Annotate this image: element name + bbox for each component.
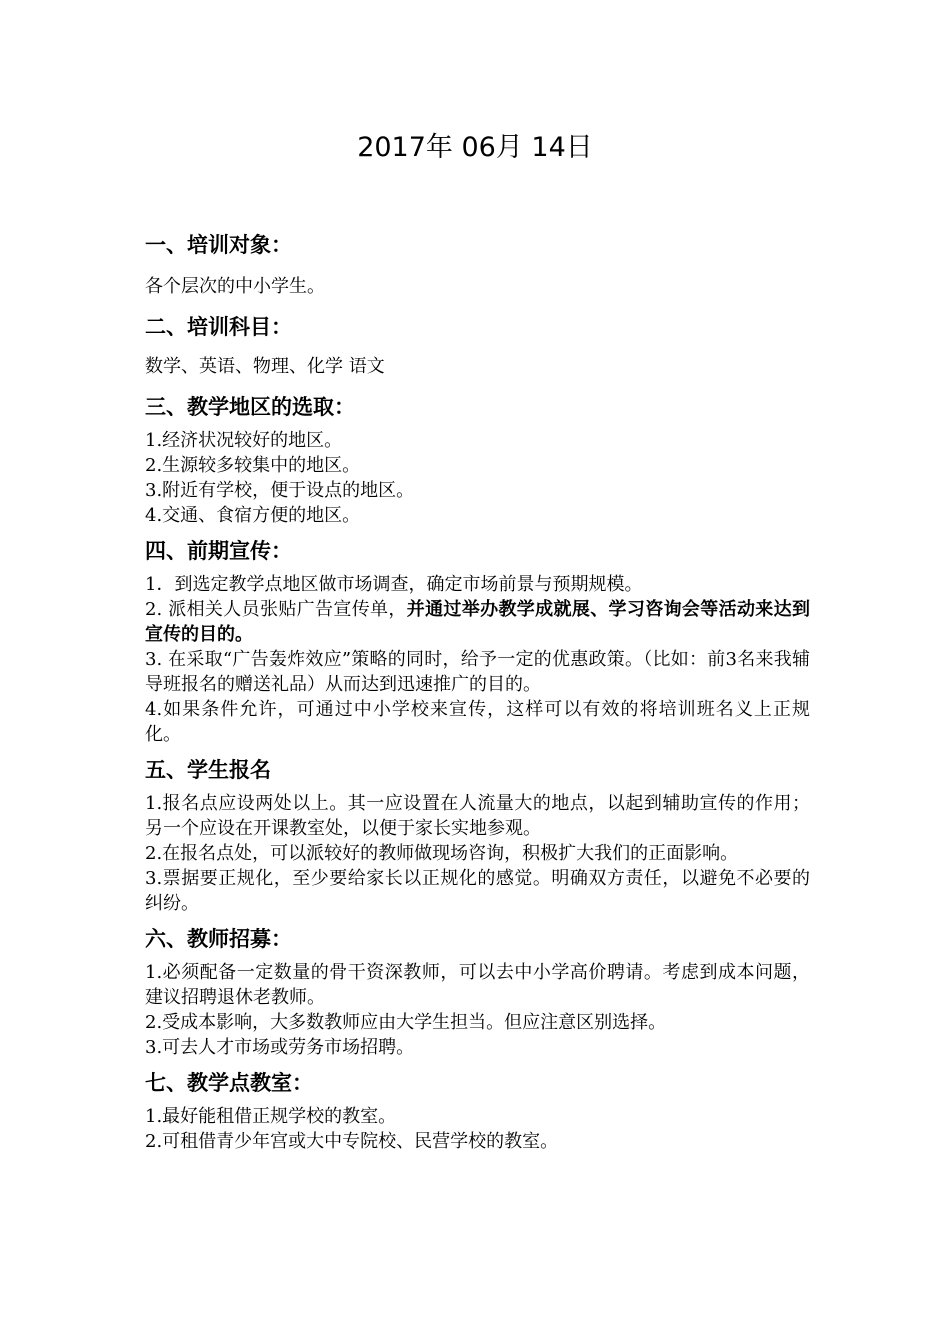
list-item: 1.报名点应设两处以上。其一应设置在人流量大的地点，以起到辅助宣传的作用；另一个应设在开课教室处，以便于家长实地参观。 — [145, 793, 810, 839]
list-item: 2.可租借青少年宫或大中专院校、民营学校的教室。 — [145, 1131, 559, 1152]
section-teacher-recruitment — [145, 924, 810, 1060]
list-item: 2.受成本影响，大多数教师应由大学生担当。但应注意区别选择。 — [145, 1012, 667, 1033]
list-item: 1.经济状况较好的地区。 — [145, 430, 343, 451]
item-list — [145, 960, 810, 1060]
item-list — [145, 428, 810, 528]
list-item: 2.在报名点处，可以派较好的教师做现场咨询，积极扩大我们的正面影响。 — [145, 843, 739, 864]
item-list — [145, 572, 810, 747]
section-text: 数学、英语、物理、化学 语文 — [145, 356, 385, 377]
list-item: 1.最好能租借正规学校的教室。 — [145, 1106, 397, 1127]
section-heading: 二、培训科目： — [145, 315, 292, 339]
document-body — [145, 230, 810, 1162]
section-heading: 五、学生报名 — [145, 758, 271, 782]
list-item-text: 2. 派相关人员张贴广告宣传单， — [145, 599, 407, 620]
item-list — [145, 791, 810, 916]
section-heading: 三、教学地区的选取： — [145, 395, 355, 419]
section-classroom — [145, 1068, 810, 1154]
section-student-enrollment — [145, 755, 810, 916]
section-heading: 六、教师招募： — [145, 927, 292, 951]
list-item — [145, 597, 810, 647]
list-item: 4.如果条件允许，可通过中小学校来宣传，这样可以有效的将培训班名义上正规化。 — [145, 699, 810, 745]
section-text: 各个层次的中小学生。 — [145, 276, 325, 297]
list-item: 1.必须配备一定数量的骨干资深教师，可以去中小学高价聘请。考虑到成本问题，建议招聘退休老教师。 — [145, 962, 810, 1008]
section-heading: 七、教学点教室： — [145, 1071, 313, 1095]
list-item: 3. 在采取“广告轰炸效应”策略的同时，给予一定的优惠政策。（比如：前3名来我辅导班报名的赠送礼品）从而达到迅速推广的目的。 — [145, 649, 810, 695]
list-item: 3.票据要正规化，至少要给家长以正规化的感觉。明确双方责任，以避免不必要的纠纷。 — [145, 868, 810, 914]
list-item: 3.附近有学校，便于设点的地区。 — [145, 480, 415, 501]
list-item: 4.交通、食宿方便的地区。 — [145, 505, 361, 526]
item-list — [145, 1104, 810, 1154]
section-teaching-area — [145, 392, 810, 528]
section-heading: 四、前期宣传： — [145, 539, 292, 563]
list-item: 1．到选定教学点地区做市场调查，确定市场前景与预期规模。 — [145, 574, 643, 595]
section-early-promotion — [145, 536, 810, 747]
list-item: 2.生源较多较集中的地区。 — [145, 455, 361, 476]
list-item-bold-text: 并通过举办教学成就展、学习咨询会等活动来达到宣传的目的。 — [145, 599, 810, 645]
section-training-subjects — [145, 312, 810, 392]
section-training-target — [145, 230, 810, 312]
list-item: 3.可去人才市场或劳务市场招聘。 — [145, 1037, 415, 1058]
section-heading: 一、培训对象： — [145, 233, 292, 257]
document-date: 2017年 06月 14日 — [357, 132, 593, 163]
